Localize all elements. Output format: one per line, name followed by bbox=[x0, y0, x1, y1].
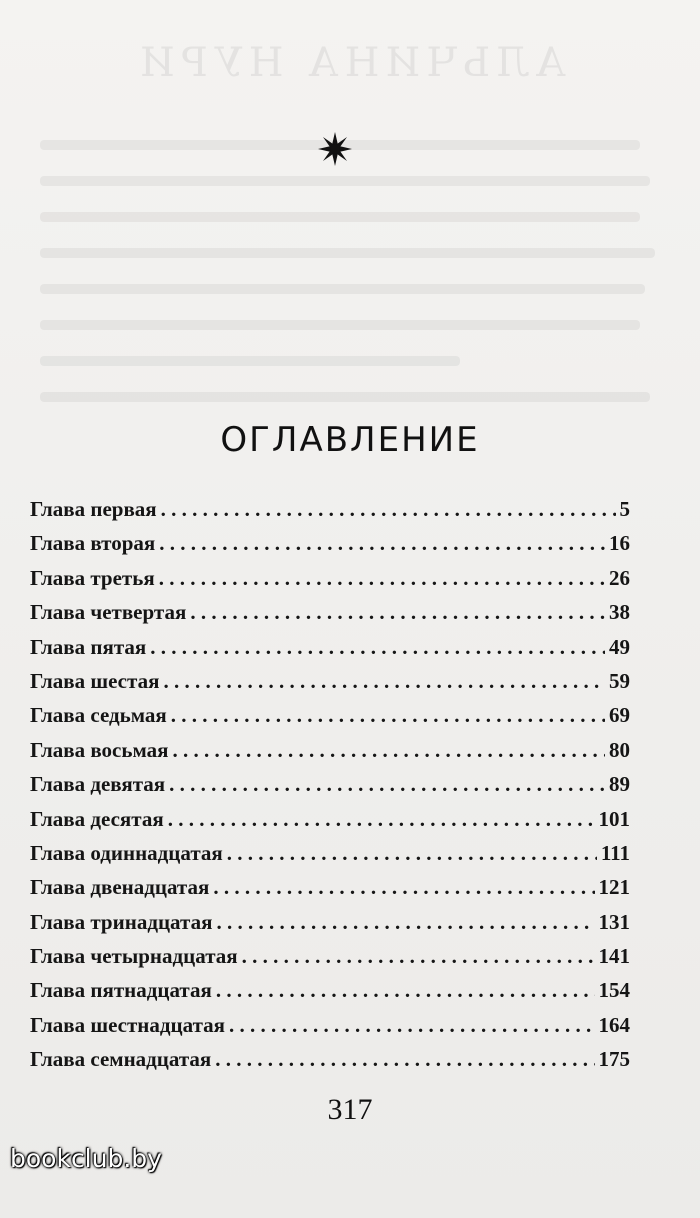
toc-entry-page: 69 bbox=[609, 703, 630, 728]
toc-entry-title: Глава пятнадцатая bbox=[30, 978, 212, 1003]
toc-entry bbox=[30, 910, 630, 944]
toc-entry-page: 164 bbox=[598, 1012, 630, 1037]
toc-entry bbox=[30, 531, 630, 565]
toc-leader-dots bbox=[150, 635, 605, 660]
toc-entry-title: Глава шестнадцатая bbox=[30, 1012, 226, 1037]
toc-entry bbox=[30, 944, 630, 978]
toc-entry bbox=[30, 841, 630, 875]
toc-entry-title: Глава третья bbox=[30, 565, 155, 590]
toc-leader-dots bbox=[213, 875, 594, 900]
toc-entry bbox=[30, 635, 630, 669]
toc-entry bbox=[30, 772, 630, 806]
show-through-line bbox=[40, 176, 650, 186]
toc-entry-page: 175 bbox=[598, 1047, 630, 1072]
toc-entry-title: Глава шестая bbox=[30, 668, 160, 693]
toc-entry-page: 5 bbox=[619, 497, 630, 521]
toc-entry-title: Глава семнадцатая bbox=[30, 1047, 212, 1072]
toc-entry bbox=[30, 669, 630, 703]
toc-leader-dots bbox=[159, 566, 605, 591]
toc-entry-title: Глава восьмая bbox=[30, 737, 169, 762]
toc-leader-dots bbox=[216, 978, 595, 1003]
toc-entry-title: Глава девятая bbox=[30, 772, 166, 797]
show-through-line bbox=[40, 284, 645, 294]
table-of-contents bbox=[30, 497, 630, 1082]
eight-point-star-icon bbox=[318, 132, 352, 166]
toc-entry-title: Глава седьмая bbox=[30, 703, 167, 728]
toc-entry-title: Глава тринадцатая bbox=[30, 909, 213, 934]
toc-entry-title: Глава четырнадцатая bbox=[30, 944, 238, 969]
show-through-line bbox=[40, 248, 655, 258]
toc-leader-dots bbox=[159, 531, 605, 556]
toc-entry bbox=[30, 497, 630, 531]
toc-leader-dots bbox=[227, 841, 597, 866]
toc-entry-page: 80 bbox=[609, 737, 630, 762]
show-through-line bbox=[40, 392, 650, 402]
toc-entry bbox=[30, 875, 630, 909]
toc-entry-page: 16 bbox=[609, 531, 630, 556]
show-through-line bbox=[40, 320, 640, 330]
toc-entry bbox=[30, 703, 630, 737]
page-title: ОГЛАВЛЕНИЕ bbox=[220, 420, 480, 460]
toc-leader-dots bbox=[216, 910, 594, 935]
toc-entry-title: Глава пятая bbox=[30, 634, 147, 659]
toc-entry bbox=[30, 1013, 630, 1047]
toc-entry-page: 89 bbox=[609, 772, 630, 797]
toc-entry-title: Глава двенадцатая bbox=[30, 875, 210, 900]
toc-entry bbox=[30, 1047, 630, 1081]
toc-leader-dots bbox=[161, 497, 616, 522]
toc-leader-dots bbox=[168, 807, 595, 832]
toc-leader-dots bbox=[169, 772, 605, 797]
toc-entry bbox=[30, 738, 630, 772]
toc-leader-dots bbox=[190, 600, 605, 625]
toc-entry-page: 26 bbox=[609, 565, 630, 590]
toc-entry-page: 49 bbox=[609, 634, 630, 659]
page-number: 317 bbox=[327, 1093, 373, 1126]
toc-entry bbox=[30, 566, 630, 600]
toc-entry-page: 111 bbox=[600, 840, 630, 865]
show-through-header: АЛЬЧИНА НУРИ bbox=[134, 40, 566, 86]
toc-entry-title: Глава первая bbox=[30, 497, 157, 521]
show-through-line bbox=[40, 356, 460, 366]
show-through-line bbox=[40, 212, 640, 222]
toc-entry-page: 154 bbox=[598, 978, 630, 1003]
toc-entry-page: 101 bbox=[598, 806, 630, 831]
toc-entry-page: 141 bbox=[598, 944, 630, 969]
toc-leader-dots bbox=[173, 738, 605, 763]
toc-leader-dots bbox=[215, 1047, 594, 1072]
toc-entry bbox=[30, 978, 630, 1012]
toc-leader-dots bbox=[229, 1013, 594, 1038]
toc-entry-title: Глава десятая bbox=[30, 806, 164, 831]
toc-entry bbox=[30, 600, 630, 634]
toc-entry-page: 131 bbox=[598, 909, 630, 934]
toc-leader-dots bbox=[163, 669, 605, 694]
toc-entry bbox=[30, 807, 630, 841]
toc-entry-page: 59 bbox=[609, 668, 630, 693]
toc-entry-page: 38 bbox=[609, 600, 630, 625]
toc-leader-dots bbox=[242, 944, 595, 969]
watermark: bookclub.by bbox=[10, 1144, 162, 1173]
toc-entry-title: Глава одиннадцатая bbox=[30, 840, 223, 865]
toc-entry-page: 121 bbox=[598, 875, 630, 900]
toc-entry-title: Глава вторая bbox=[30, 531, 156, 556]
toc-leader-dots bbox=[171, 703, 605, 728]
toc-entry-title: Глава четвертая bbox=[30, 600, 187, 625]
